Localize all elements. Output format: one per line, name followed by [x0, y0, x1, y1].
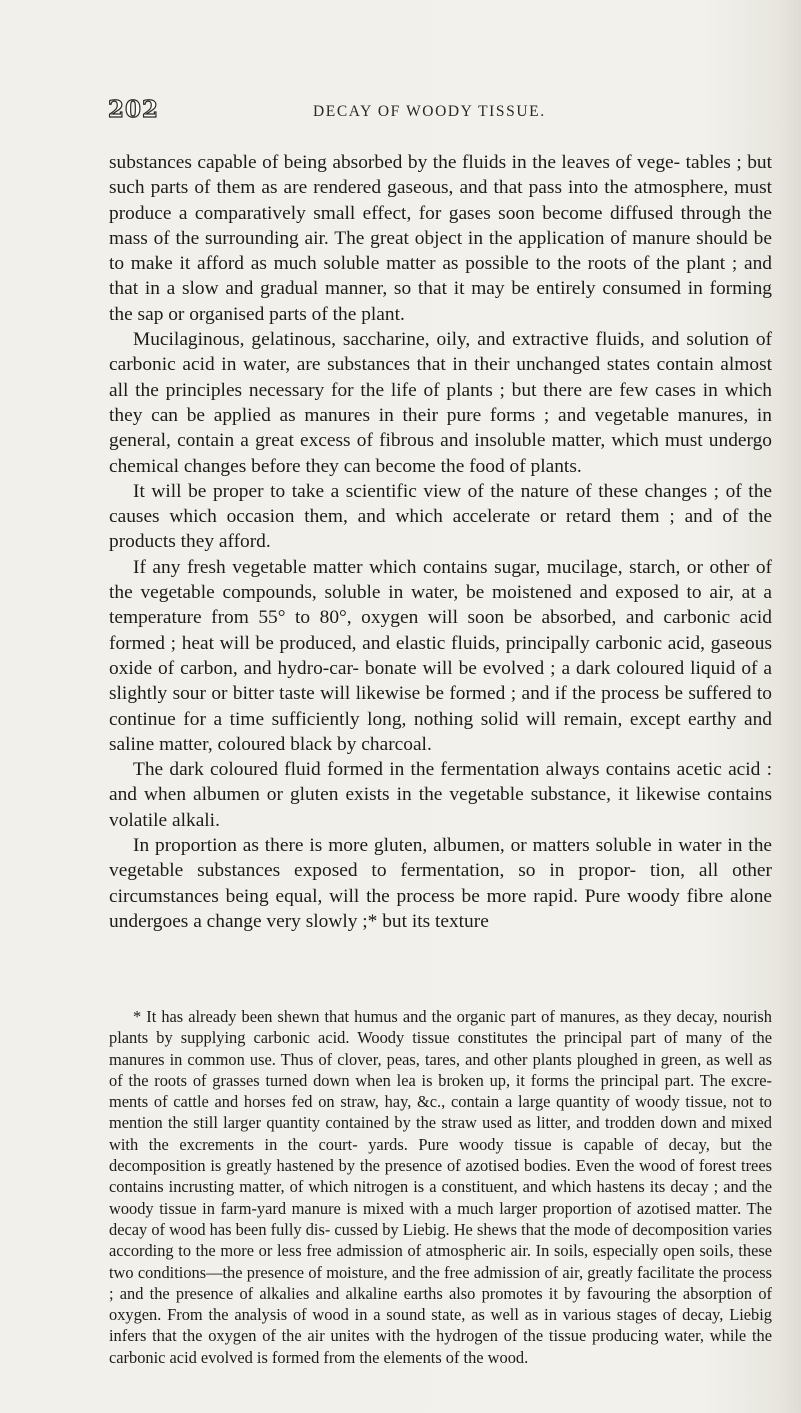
running-head: DECAY OF WOODY TISSUE.: [313, 103, 546, 120]
footnote-text: * It has already been shewn that humus and the organic part of manures, as they decay, nourish plants by supplying carbonic acid. Woody tissue constitutes the principal part of many of the manures in common use. Thus of clover, peas, tares, and other plants ploughed in green, as well as of the roots of grasses turned down when lea is broken up, it forms the principal part. The excre- ments of cattle and horses fed on straw, hay, &c., contain a large quantity of woody tissue, not to mention the still larger quantity contained by the straw used as litter, and trodden down and mixed with the excrements in the court- yards. Pure woody tissue is capable of decay, but the decomposition is greatly hastened by the presence of azotised bodies. Even the wood of forest trees contains incrusting matter, of which nitrogen is a constituent, and which hastens its decay ; and the woody tissue in farm-yard manure is mixed with a much larger proportion of azotised matter. The decay of wood has been fully dis- cussed by Liebig. He shews that the mode of decomposition varies according to the more or less free admission of atmospheric air. In soils, especially open soils, these two conditions—the presence of moisture, and the free admission of air, greatly facilitate the process ; and the presence of alkalies and alkaline earths also promotes it by favouring the absorption of oxygen. From the analysis of wood in a sound state, as well as in various stages of decay, Liebig infers that the oxygen of the air unites with the hydrogen of the tissue producing water, while the carbonic acid evolved is formed from the elements of the wood.: [109, 1007, 772, 1367]
paragraph-scientific-view: It will be proper to take a scientific view of the nature of these changes ; of the causes which occasion them, and which accelerate or retard them ; and of the products they afford.: [109, 480, 772, 553]
paragraph-fermentation-process: If any fresh vegetable matter which contains sugar, mucilage, starch, or other of the vegetable compounds, soluble in water, be moistened and exposed to air, at a temperature from 55° to 80°, oxygen will soon be absorbed, and carbonic acid formed ; heat will be produced, and elastic fluids, principally carbonic acid, gaseous oxide of carbon, and hydro-car- bonate will be evolved ; a dark coloured liquid of a slightly sour or bitter taste will likewise be formed ; and if the process be suffered to continue for a time sufficiently long, nothing solid will remain, except earthy and saline matter, coloured black by charcoal.: [109, 556, 772, 755]
footnote: [109, 1006, 772, 1368]
paragraph-dark-fluid: The dark coloured fluid formed in the fermentation always contains acetic acid : and when albumen or gluten exists in the vegetable substance, it likewise contains volatile alkali.: [109, 759, 772, 831]
paragraph-continued: substances capable of being absorbed by the fluids in the leaves of vege- tables ; but such parts of them as are rendered gaseous, and that pass into the atmosphere, must produce a comparatively small effect, for gases soon become diffused through the mass of the surrounding air. The great object in the application of manure should be to make it afford as much soluble matter as possible to the roots of the plant ; and that in a slow and gradual manner, so that it may be entirely consumed in forming the sap or organised parts of the plant.: [109, 152, 772, 325]
page-header: [108, 96, 768, 126]
paragraph-mucilaginous-fluids: Mucilaginous, gelatinous, saccharine, oily, and extractive fluids, and solution of carbonic acid in water, are substances that in their unchanged states contain almost all the principles necessary for the life of plants ; but there are few cases in which they can be applied as manures in their pure forms ; and vegetable manures, in general, contain a great excess of fibrous and insoluble matter, which must undergo chemical changes before they can become the food of plants.: [109, 329, 772, 477]
page-number: 202: [108, 96, 160, 123]
paragraph-gluten-proportion: In proportion as there is more gluten, albumen, or matters soluble in water in the vegetable substances exposed to fermentation, so in propor- tion, all other circumstances being equal, will the process be more rapid. Pure woody fibre alone undergoes a change very slowly ;* but its texture: [109, 835, 772, 932]
main-text: [109, 150, 772, 934]
